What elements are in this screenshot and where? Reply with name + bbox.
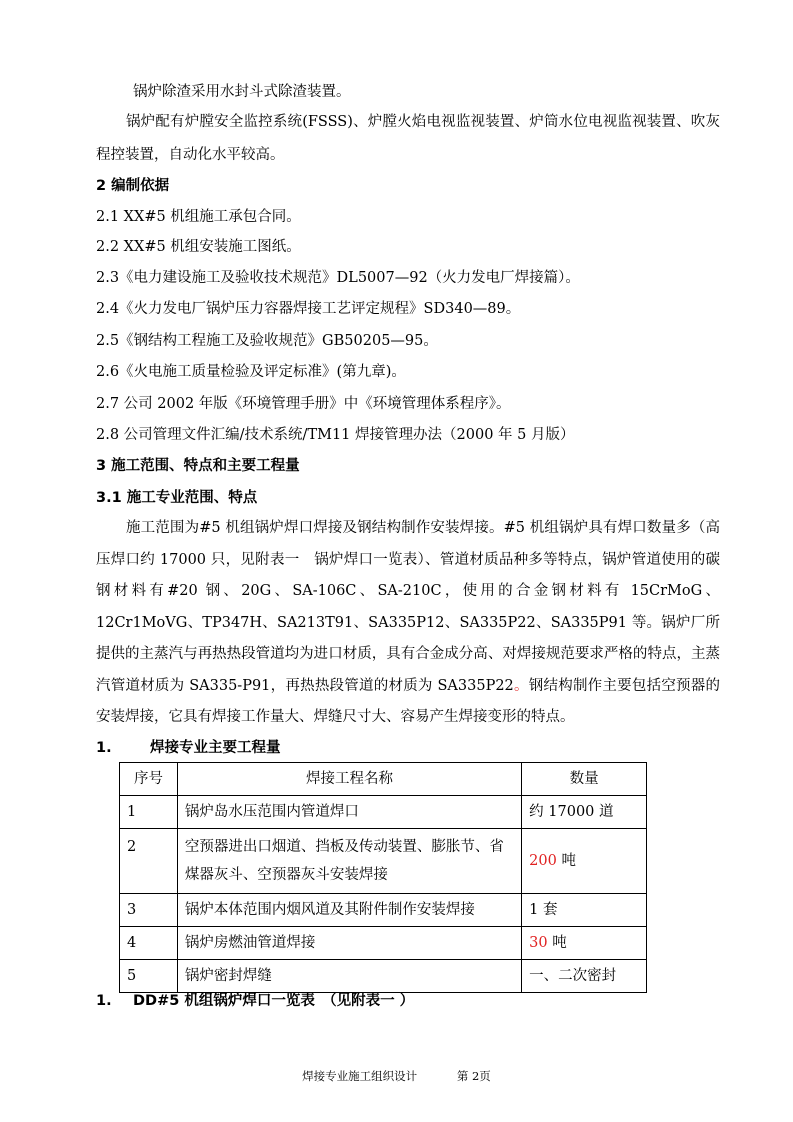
intro-paragraph: 锅炉配有炉膛安全监控系统(FSSS)、炉膛火焰电视监视装置、炉筒水位电视监视装置、吹灰程控装置，自动化水平较高。 xyxy=(96,114,720,163)
quantity xyxy=(522,927,647,960)
row-number: 5 xyxy=(120,960,178,993)
reference-item: 2.1 XX#5 机组施工承包合同。 xyxy=(96,209,301,225)
quantity xyxy=(522,894,647,927)
red-period: 。 xyxy=(513,677,529,694)
quantity-unit: 吨 xyxy=(547,935,567,951)
subsection-heading: 3.1 施工专业范围、特点 xyxy=(96,490,258,506)
row-number: 1 xyxy=(120,796,178,829)
work-name: 锅炉密封焊缝 xyxy=(177,960,521,993)
table-header-row xyxy=(120,763,647,796)
works-heading-number: 1. xyxy=(96,740,112,756)
quantity xyxy=(522,796,647,829)
quantity-unit: 吨 xyxy=(556,853,576,869)
quantity-text: 1 套 xyxy=(529,902,558,918)
reference-item: 2.2 XX#5 机组安装施工图纸。 xyxy=(96,239,301,255)
works-heading: 焊接专业主要工程量 xyxy=(150,740,281,756)
work-name: 锅炉本体范围内烟风道及其附件制作安装焊接 xyxy=(177,894,521,927)
work-name: 锅炉房燃油管道焊接 xyxy=(177,927,521,960)
reference-item: 2.7 公司 2002 年版《环境管理手册》中《环境管理体系程序》。 xyxy=(96,396,511,412)
quantity-value: 30 xyxy=(529,935,548,951)
reference-item: 2.8 公司管理文件汇编/技术系统/TM11 焊接管理办法（2000 年 5 月版） xyxy=(96,427,575,443)
table-row xyxy=(120,927,647,960)
works-table xyxy=(119,762,647,993)
table-row xyxy=(120,894,647,927)
column-header: 序号 xyxy=(120,763,178,796)
quantity xyxy=(522,960,647,993)
row-number: 2 xyxy=(120,829,178,894)
footer-title: 焊接专业施工组织设计 xyxy=(302,1069,418,1083)
scope-text: 施工范围为#5 机组锅炉焊口焊接及钢结构制作安装焊接。#5 机组锅炉具有焊口数量多（高压焊口约 17000 只，见附表一 锅炉焊口一览表）、管道材质品种多等特点，锅炉管道使用的碳钢材料有#20 钢、20G、SA-106C、SA-210C，使用的合金钢材料有 15CrMoG、12Cr1MoVG、TP347H、SA213T91、SA335P12、SA335P22、SA335P91 等。锅炉厂所提供的主蒸汽与再热热段管道均为进口材质，具有合金成分高、对焊接规范要求严格的特点，主蒸汽管道材质为 SA335-P91，再热热段管道的材质为 SA335P22 xyxy=(96,520,720,694)
scope-paragraph xyxy=(96,513,720,734)
quantity-text: 约 17000 道 xyxy=(529,804,614,820)
section-heading: 2 编制依据 xyxy=(96,178,170,194)
table-row xyxy=(120,829,647,894)
reference-item: 2.4《火力发电厂锅炉压力容器焊接工艺评定规程》SD340—89。 xyxy=(96,301,521,317)
section-heading: 3 施工范围、特点和主要工程量 xyxy=(96,458,300,474)
row-number: 4 xyxy=(120,927,178,960)
list-item-text: DD#5 机组锅炉焊口一览表 （见附表一 ） xyxy=(133,993,415,1009)
intro-line: 锅炉除渣采用水封斗式除渣装置。 xyxy=(133,84,351,100)
work-name: 锅炉岛水压范围内管道焊口 xyxy=(177,796,521,829)
column-header: 数量 xyxy=(522,763,647,796)
page-footer xyxy=(0,1068,793,1084)
reference-item: 2.5《钢结构工程施工及验收规范》GB50205—95。 xyxy=(96,333,438,349)
page-number: 第 2页 xyxy=(456,1069,491,1083)
reference-item: 2.6《火电施工质量检验及评定标准》(第九章)。 xyxy=(96,364,406,380)
reference-item: 2.3《电力建设施工及验收技术规范》DL5007—92（火力发电厂焊接篇）。 xyxy=(96,270,580,286)
column-header: 焊接工程名称 xyxy=(177,763,521,796)
quantity-value: 200 xyxy=(529,853,557,869)
quantity xyxy=(522,829,647,894)
quantity-text: 一、二次密封 xyxy=(529,968,617,984)
list-item-number: 1. xyxy=(96,993,112,1009)
table-row xyxy=(120,796,647,829)
scope-text-tail: 钢结构制作主要包括空预器的安装焊接，它具有焊接工作量大、焊缝尺寸大、容易产生焊接变形的特点。 xyxy=(96,677,721,725)
row-number: 3 xyxy=(120,894,178,927)
table-row xyxy=(120,960,647,993)
work-name: 空预器进出口烟道、挡板及传动装置、膨胀节、省煤器灰斗、空预器灰斗安装焊接 xyxy=(177,829,521,894)
